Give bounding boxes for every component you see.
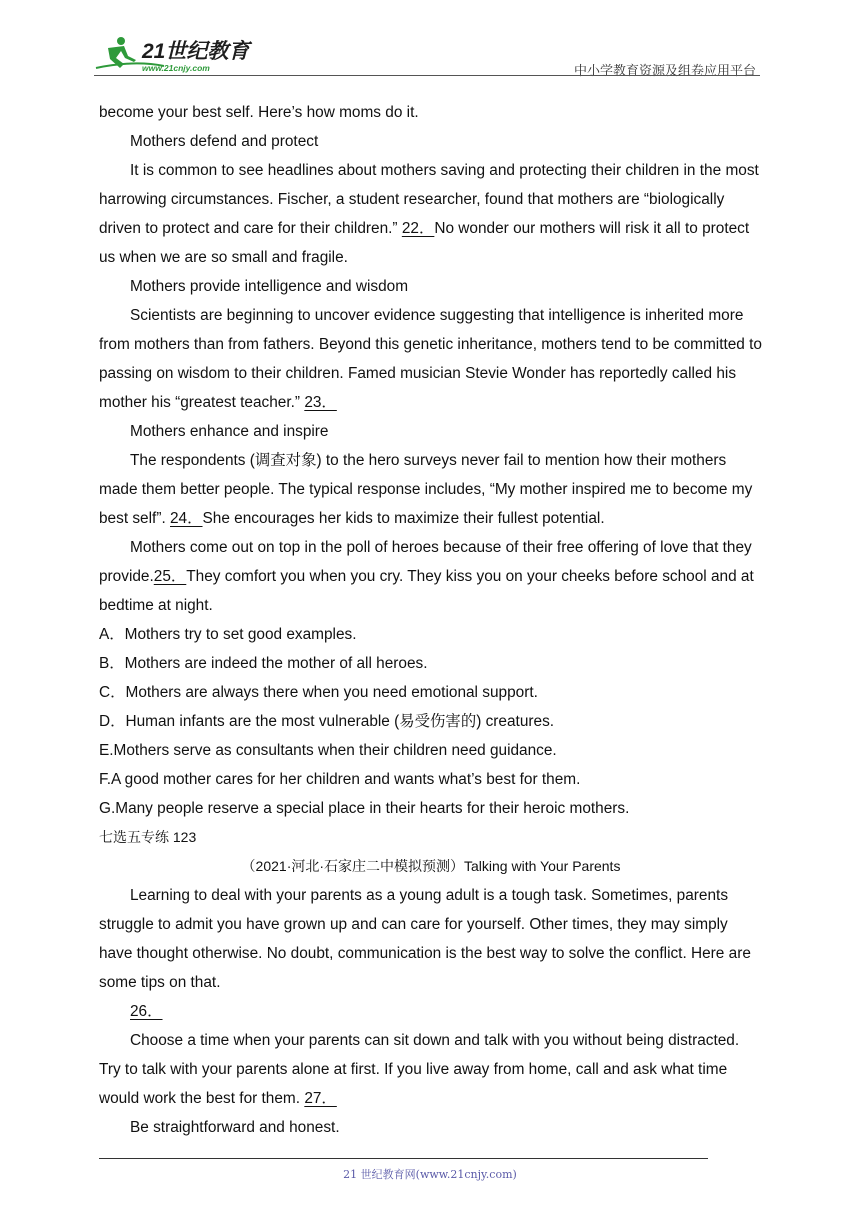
option-f: F.A good mother cares for her children and wants what’s best for them. xyxy=(99,771,581,788)
option-a: A．Mothers try to set good examples. xyxy=(99,626,357,643)
paragraph xyxy=(99,446,763,533)
header-platform-label: 中小学教育资源及组卷应用平台 xyxy=(573,64,756,79)
paragraph: Learning to deal with your parents as a young adult is a tough task. Sometimes, parents struggle to admit you have grown up and can care for yourself. Other times, they may simply have thought otherwise. No doubt, communication is the best way to solve the conflict. Here are some tips on that. xyxy=(99,887,751,991)
blank-27: 27． xyxy=(304,1090,337,1107)
paragraph-text: No wonder our mothers will risk it all to protect us when we are so small and fragile. xyxy=(99,220,750,266)
option-b: B．Mothers are indeed the mother of all heroes. xyxy=(99,655,428,672)
paragraph-text: They comfort you when you cry. They kiss you on your cheeks before school and at bedtime at night. xyxy=(99,568,754,614)
page-header xyxy=(94,28,760,78)
blank-23: 23． xyxy=(304,394,337,411)
paragraph: Be straightforward and honest. xyxy=(130,1119,340,1136)
option-g: G.Many people reserve a special place in their hearts for their heroic mothers. xyxy=(99,800,630,817)
paragraph xyxy=(99,156,763,272)
passage-title: （2021·河北·石家庄二中模拟预测）Talking with Your Parents xyxy=(241,858,621,874)
blank-22: 22． xyxy=(401,220,435,237)
section-title: 七选五专练 123 xyxy=(99,829,197,845)
paragraph-text: The respondents (调查对象) to the hero surveys never fail to mention how their mothers made them better people. The typical response includes, “My mother inspired me to become my best self”. xyxy=(99,452,753,527)
logo-text: 21世纪教育 xyxy=(142,40,250,63)
paragraph xyxy=(99,997,763,1026)
header-divider xyxy=(94,75,760,76)
paragraph xyxy=(99,301,763,417)
paragraph-text: It is common to see headlines about mothers saving and protecting their children in the most harrowing circumstances. Fischer, a student researcher, found that mothers are “biologically driven to protect and care for their children.” xyxy=(99,162,759,237)
paragraph-text: She encourages her kids to maximize their fullest potential. xyxy=(202,510,605,527)
option-c: C．Mothers are always there when you need emotional support. xyxy=(99,684,538,701)
logo-url: www.21cnjy.com xyxy=(142,63,210,73)
blank-26: 26． xyxy=(130,1003,163,1020)
subheading: Mothers provide intelligence and wisdom xyxy=(130,278,409,295)
paragraph-text: Scientists are beginning to uncover evidence suggesting that intelligence is inherited more from mothers than from fathers. Beyond this genetic inheritance, mothers tend to be committed to passing on wisdom to their children. Famed musician Stevie Wonder has reportedly called his mother his “greatest teacher.” xyxy=(99,307,762,411)
footer-divider xyxy=(99,1158,708,1159)
blank-24: 24． xyxy=(170,510,203,527)
subheading: Mothers enhance and inspire xyxy=(130,423,329,440)
paragraph xyxy=(99,1026,763,1113)
blank-25: 25． xyxy=(153,568,187,585)
paragraph xyxy=(99,533,763,620)
document-body xyxy=(99,98,763,1142)
paragraph-text: Choose a time when your parents can sit down and talk with you without being distracted. Try to talk with your parents alone at first. If you live away from home, call and ask what time would work the best for them. xyxy=(99,1032,740,1107)
option-e: E.Mothers serve as consultants when their children need guidance. xyxy=(99,742,557,759)
subheading: Mothers defend and protect xyxy=(130,133,319,150)
footer-text: 21 世纪教育网(www.21cnjy.com) xyxy=(343,1168,517,1181)
paragraph-text: Mothers come out on top in the poll of heroes because of their free offering of love that they provide. xyxy=(99,539,752,585)
option-d: D．Human infants are the most vulnerable (易受伤害的) creatures. xyxy=(99,713,555,730)
paragraph: become your best self. Here’s how moms do it. xyxy=(99,104,419,121)
site-logo xyxy=(94,34,264,74)
